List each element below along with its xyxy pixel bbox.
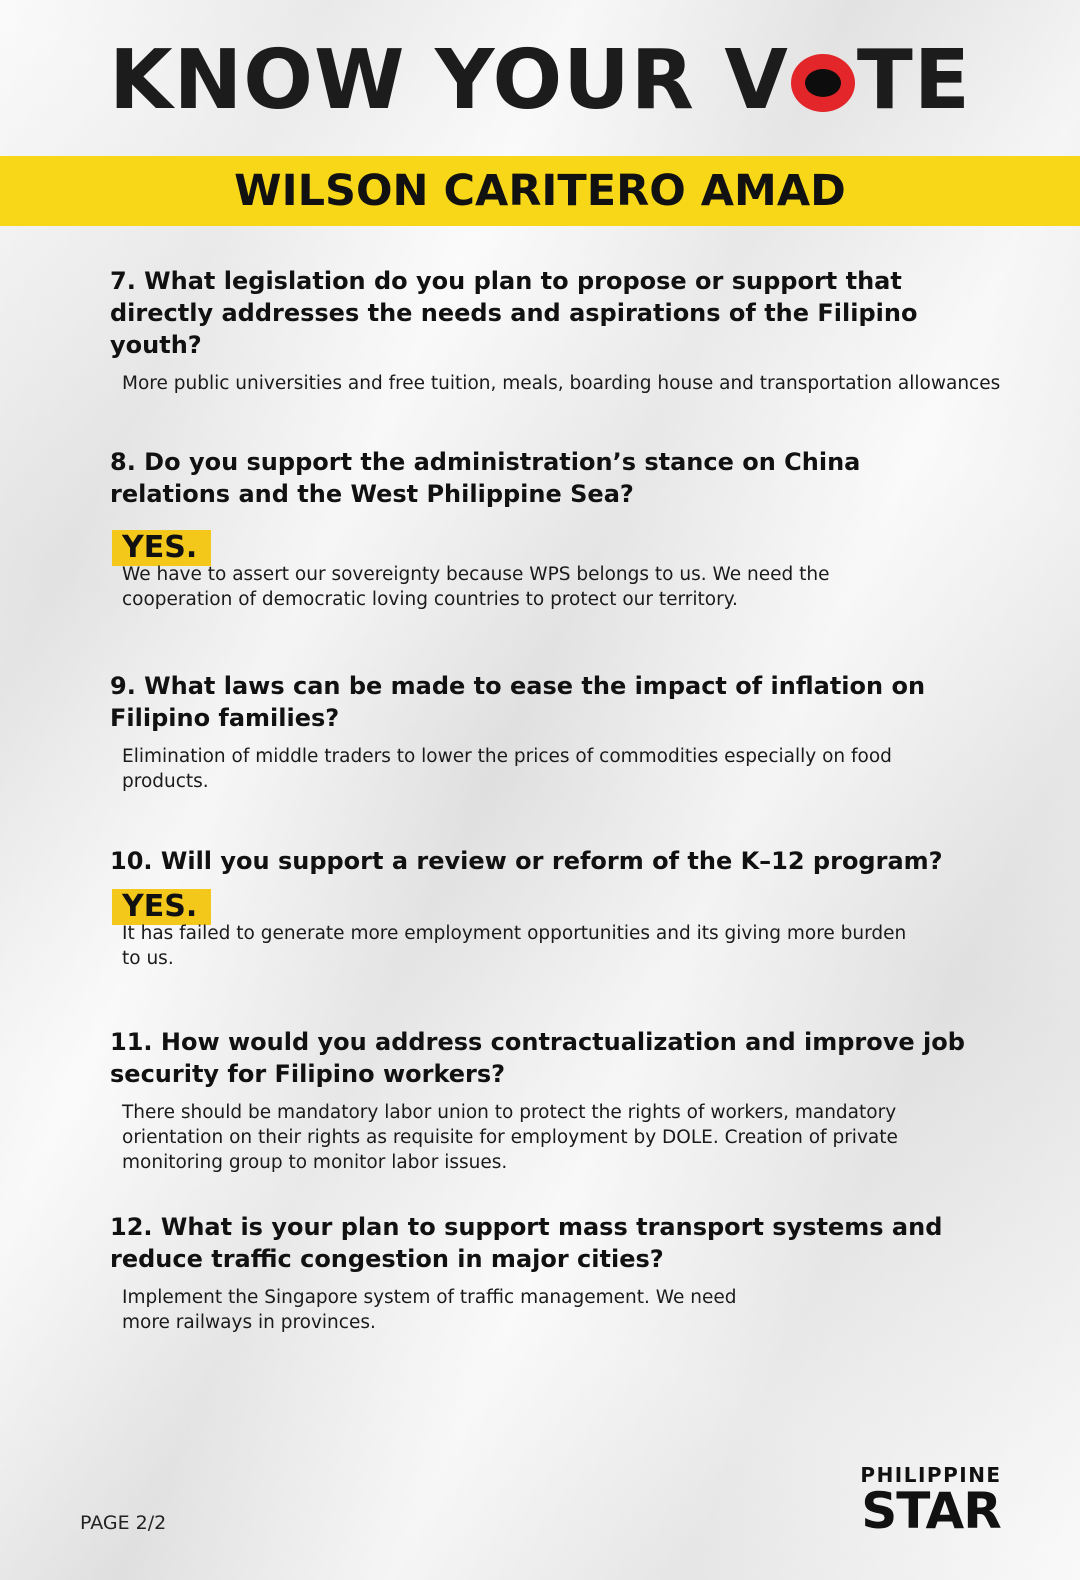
qa-item-10 [110,845,1010,971]
ballot-circle-icon [791,54,855,112]
answer: It has failed to generate more employment opportunities and its giving more burden to us. [122,923,907,969]
philippine-star-logo [846,1463,1016,1540]
qa-item-12 [110,1211,1010,1335]
logo-line-1: PHILIPPINE [860,1463,1002,1487]
answer: More public universities and free tuition, meals, boarding house and transportation allowances [122,373,1001,394]
qa-item-9 [110,670,1010,794]
question: 11. How would you address contractualization and improve job security for Filipino workers? [110,1028,965,1088]
question: 8. Do you support the administration’s stance on China relations and the West Philippine Sea? [110,448,861,508]
masthead-title-part2: TE [856,33,971,128]
qa-item-7 [110,265,1010,396]
masthead-title [0,33,1080,128]
answer: There should be mandatory labor union to protect the rights of workers, mandatory orientation on their rights as requisite for employment by DOLE. Creation of private monitoring group to monitor labor issues. [122,1102,898,1173]
candidate-name-band [0,156,1080,226]
qa-item-8 [110,446,1010,612]
candidate-name: WILSON CARITERO AMAD [234,166,846,216]
question: 10. Will you support a review or reform of the K–12 program? [110,847,943,875]
yes-badge: YES. [112,530,211,566]
page-number: PAGE 2/2 [80,1512,167,1534]
yes-badge: YES. [112,889,211,925]
question: 9. What laws can be made to ease the impact of inflation on Filipino families? [110,672,926,732]
question: 12. What is your plan to support mass transport systems and reduce traffic congestion in major cities? [110,1213,943,1273]
logo-line-2: STAR [861,1482,1001,1540]
qa-item-11 [110,1026,1010,1175]
answer: Elimination of middle traders to lower the prices of commodities especially on food products. [122,746,892,792]
masthead-title-part1: KNOW YOUR V [109,33,789,128]
question: 7. What legislation do you plan to propose or support that directly addresses the needs and aspirations of the Filipino youth? [110,267,918,359]
answer: We have to assert our sovereignty because WPS belongs to us. We need the cooperation of democratic loving countries to protect our territory. [122,564,830,610]
answer: Implement the Singapore system of traffic management. We need more railways in provinces. [122,1287,737,1333]
